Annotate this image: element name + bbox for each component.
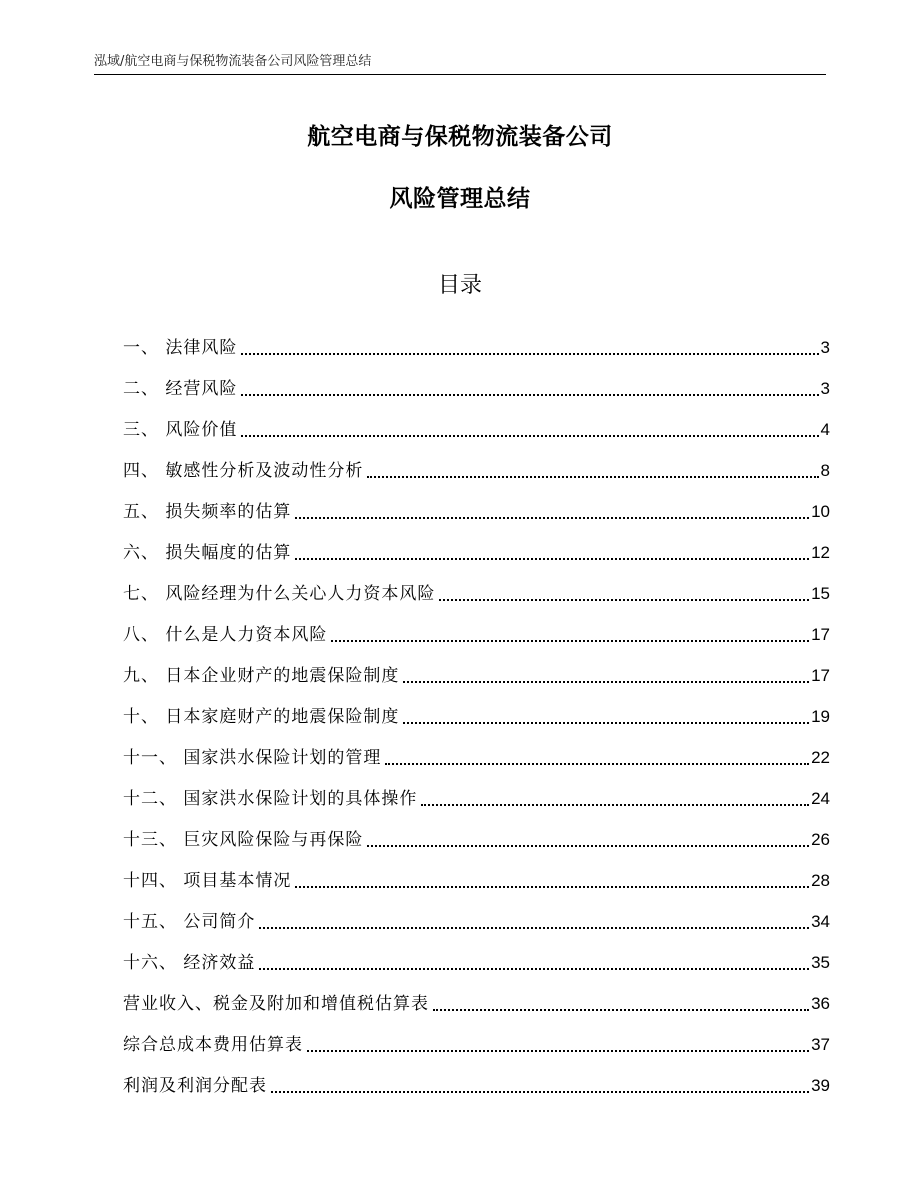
toc-entry-title: 一、 法律风险 [123,338,238,358]
toc-entry-title: 十一、 国家洪水保险计划的管理 [123,748,382,768]
toc-entry[interactable] [123,1060,830,1101]
toc-entry[interactable] [123,978,830,1019]
toc-entry-title: 十、 日本家庭财产的地震保险制度 [123,707,400,727]
toc-entry[interactable] [123,896,830,937]
toc-entry-page: 36 [811,994,830,1013]
toc-entry-page: 3 [820,379,830,398]
toc-dot-leader [367,845,809,847]
toc-dot-leader [241,353,818,355]
table-of-contents [123,322,830,1101]
toc-entry-title: 七、 风险经理为什么关心人力资本风险 [123,584,436,604]
toc-entry-title: 十三、 巨灾风险保险与再保险 [123,830,364,850]
toc-entry[interactable] [123,691,830,732]
toc-dot-leader [433,1009,809,1011]
toc-entry[interactable] [123,609,830,650]
document-title-line-2: 风险管理总结 [389,186,531,212]
toc-dot-leader [241,394,818,396]
toc-dot-leader [403,722,809,724]
toc-entry-page: 12 [811,543,830,562]
toc-dot-leader [259,968,809,970]
toc-entry-title: 十六、 经济效益 [123,953,256,973]
toc-entry-title: 六、 损失幅度的估算 [123,543,292,563]
toc-entry-page: 37 [811,1035,830,1054]
toc-heading: 目录 [437,273,482,298]
toc-entry[interactable] [123,855,830,896]
toc-entry-title: 二、 经营风险 [123,379,238,399]
toc-entry[interactable] [123,322,830,363]
toc-entry-page: 15 [811,584,830,603]
toc-entry-page: 17 [811,666,830,685]
toc-entry[interactable] [123,363,830,404]
toc-entry-title: 十五、 公司简介 [123,912,256,932]
toc-entry-page: 19 [811,707,830,726]
toc-dot-leader [421,804,809,806]
toc-entry[interactable] [123,937,830,978]
toc-dot-leader [295,517,809,519]
toc-dot-leader [295,558,809,560]
toc-dot-leader [385,763,809,765]
toc-entry-page: 17 [811,625,830,644]
toc-entry[interactable] [123,1019,830,1060]
running-header: 泓域/航空电商与保税物流装备公司风险管理总结 [94,52,826,75]
toc-entry-title: 十二、 国家洪水保险计划的具体操作 [123,789,418,809]
toc-entry-page: 39 [811,1076,830,1095]
toc-entry[interactable] [123,773,830,814]
toc-dot-leader [307,1050,809,1052]
toc-entry-title: 四、 敏感性分析及波动性分析 [123,461,364,481]
toc-entry-page: 35 [811,953,830,972]
toc-entry-page: 4 [820,420,830,439]
toc-entry[interactable] [123,445,830,486]
toc-entry-title: 九、 日本企业财产的地震保险制度 [123,666,400,686]
toc-entry-page: 3 [820,338,830,357]
toc-dot-leader [259,927,809,929]
toc-entry[interactable] [123,486,830,527]
toc-entry-page: 22 [811,748,830,767]
toc-entry[interactable] [123,732,830,773]
toc-dot-leader [439,599,809,601]
toc-entry-page: 34 [811,912,830,931]
toc-entry-title: 五、 损失频率的估算 [123,502,292,522]
toc-entry-title: 三、 风险价值 [123,420,238,440]
toc-entry[interactable] [123,527,830,568]
toc-entry-title: 营业收入、税金及附加和增值税估算表 [123,994,429,1014]
toc-entry-title: 利润及利润分配表 [123,1076,267,1096]
toc-dot-leader [271,1091,809,1093]
toc-entry-page: 24 [811,789,830,808]
toc-dot-leader [403,681,809,683]
toc-entry[interactable] [123,404,830,445]
toc-dot-leader [367,476,818,478]
toc-entry-title: 综合总成本费用估算表 [123,1035,303,1055]
toc-entry[interactable] [123,568,830,609]
toc-entry-page: 8 [820,461,830,480]
toc-dot-leader [331,640,809,642]
toc-entry-page: 28 [811,871,830,890]
document-title-line-1: 航空电商与保税物流装备公司 [307,124,613,150]
toc-dot-leader [295,886,809,888]
toc-entry-page: 10 [811,502,830,521]
toc-entry[interactable] [123,650,830,691]
toc-entry[interactable] [123,814,830,855]
toc-entry-title: 十四、 项目基本情况 [123,871,292,891]
toc-entry-page: 26 [811,830,830,849]
toc-dot-leader [241,435,818,437]
toc-entry-title: 八、 什么是人力资本风险 [123,625,328,645]
